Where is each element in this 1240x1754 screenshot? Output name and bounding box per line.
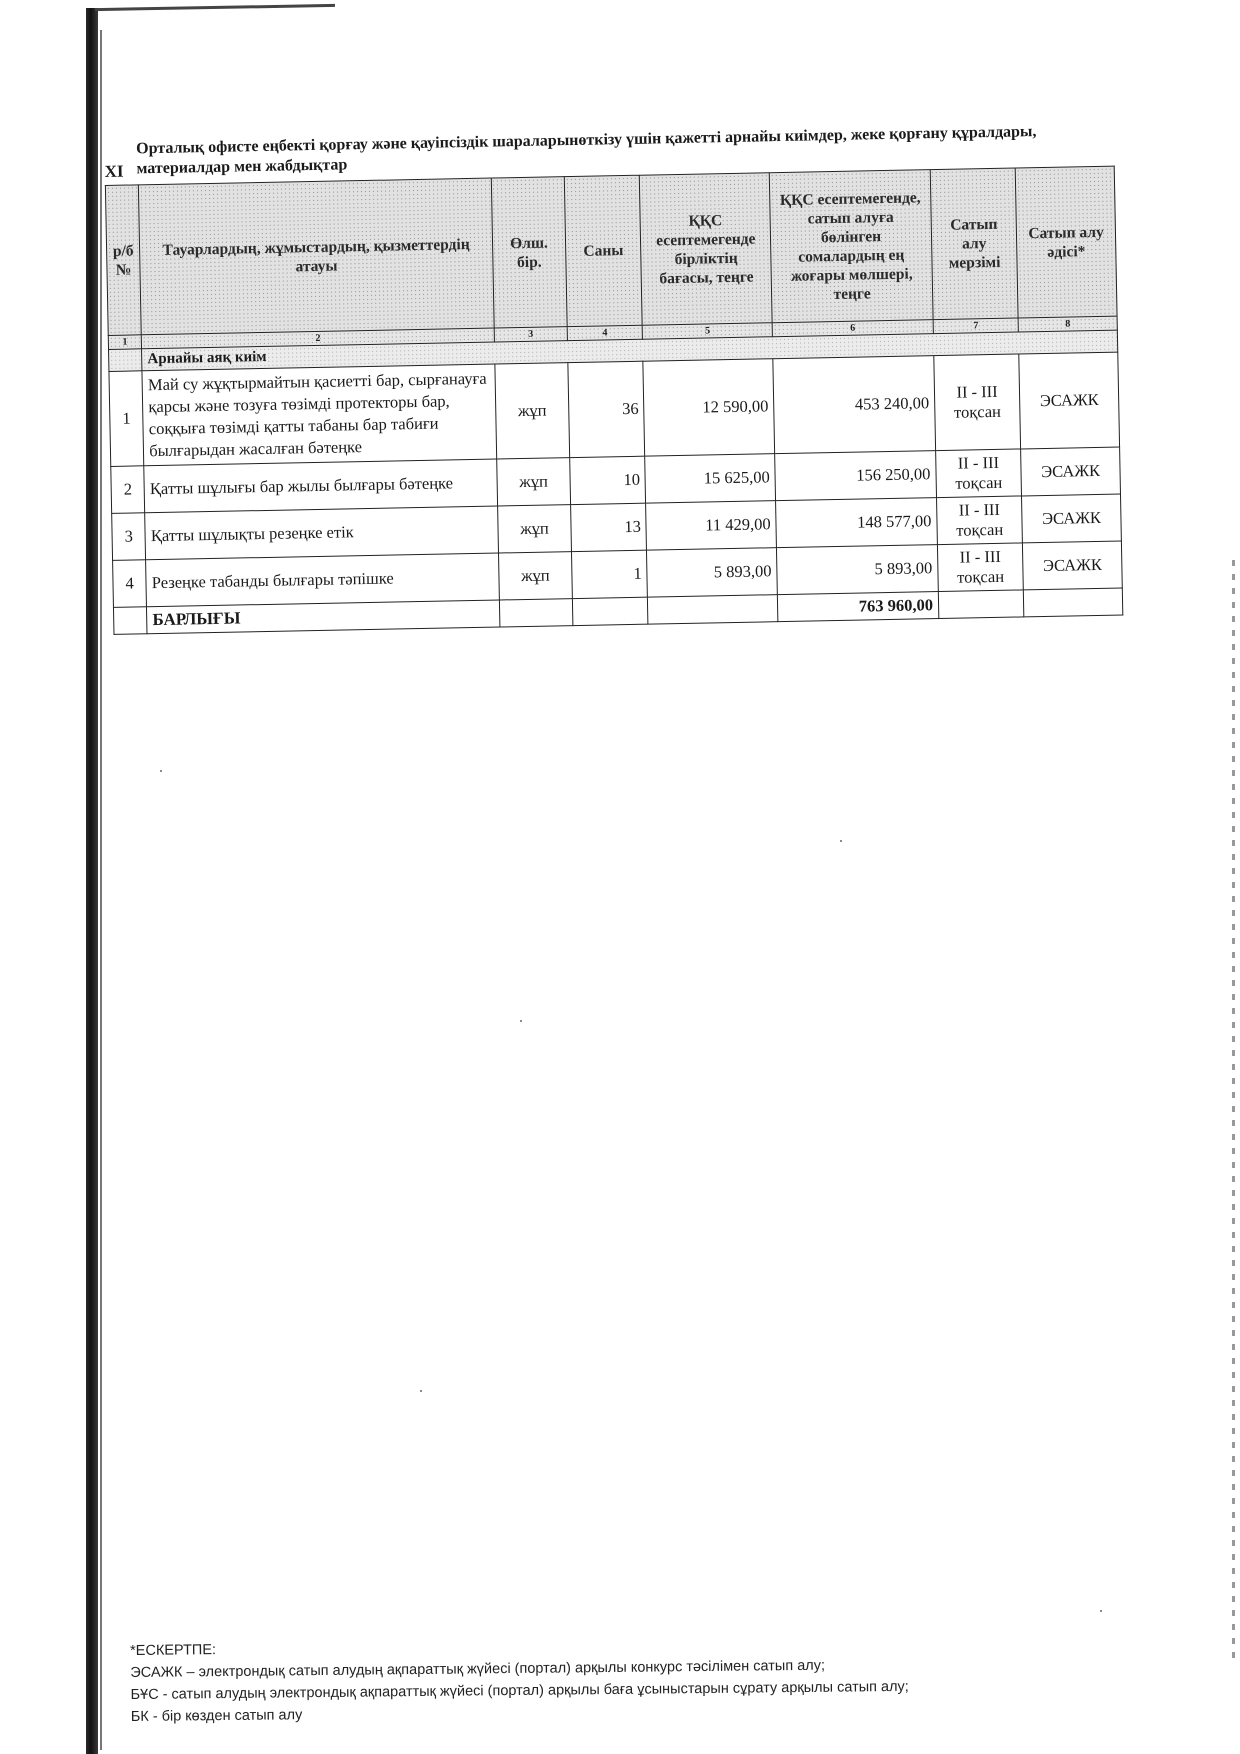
row-method: ЭСАЖК <box>1021 447 1121 496</box>
scan-speck <box>840 840 842 842</box>
row-price: 12 590,00 <box>643 359 775 456</box>
row-qty: 10 <box>570 456 646 504</box>
group-label: Арнайы аяқ киім <box>142 330 1118 371</box>
row-unit: жұп <box>498 552 572 600</box>
column-number: 7 <box>933 318 1019 334</box>
scan-speck <box>520 1020 522 1022</box>
header-unit: Өлш. бір. <box>491 177 567 328</box>
row-unit: жұп <box>497 505 571 553</box>
row-name: Қатты шұлығы бар жылы былғары бәтеңке <box>144 459 497 513</box>
row-term: II - III тоқсан <box>934 354 1021 451</box>
footnote-line: ЭСАЖК – электрондық сатып алудың ақпараттық жүйесі (портал) арқылы конкурс тәсілімен сатып алу; <box>130 1657 826 1681</box>
scan-right-edge <box>1232 560 1235 1660</box>
row-name: Резеңке табанды былғары тәпішке <box>146 553 499 607</box>
row-amount: 148 577,00 <box>776 498 938 548</box>
row-amount: 5 893,00 <box>777 545 939 595</box>
scan-left-edge-shadow <box>86 8 98 1754</box>
column-number: 4 <box>567 325 643 340</box>
column-number: 3 <box>494 327 567 342</box>
row-unit: жұп <box>495 363 570 459</box>
row-price: 11 429,00 <box>646 501 777 550</box>
row-num: 1 <box>109 371 144 467</box>
row-unit: жұп <box>497 458 571 506</box>
row-price: 15 625,00 <box>645 454 776 503</box>
row-price: 5 893,00 <box>647 548 778 597</box>
header-method: Сатып алу әдісі* <box>1015 166 1117 318</box>
procurement-table <box>105 166 1123 635</box>
column-number: 8 <box>1018 316 1117 332</box>
row-qty: 1 <box>572 550 648 598</box>
row-term: II - III тоқсан <box>936 496 1022 545</box>
total-label: БАРЛЫҒЫ <box>147 600 500 634</box>
scan-speck <box>160 770 162 772</box>
section-title: Орталық офисте еңбекті қорғау және қауіпсіздік шараларынөткізу үшін қажетті арнайы киімдер, жеке қорғану құралдары, материалдар мен жабдықтар <box>136 123 1037 178</box>
footnote-line: БҰС - сатып алудың электрондық ақпараттық жүйесі (портал) арқылы баға ұсыныстарын сұрату арқылы сатып алу; <box>130 1678 909 1703</box>
scan-speck <box>420 1390 422 1392</box>
table-header-row <box>105 166 1117 335</box>
scan-top-edge <box>95 4 335 11</box>
row-name: Қатты шұлықты резеңке етік <box>145 506 498 560</box>
row-term: II - III тоқсан <box>937 543 1023 592</box>
header-amount: ҚҚС есептемегенде, сатып алуға бөлінген сомалардың ең жоғары мөлшері, теңге <box>769 170 933 323</box>
column-number: 1 <box>108 335 142 350</box>
header-name: Тауарлардың, жұмыстардың, қызметтердің атауы <box>139 178 494 335</box>
header-price: ҚҚС есептемегенде бірліктің бағасы, теңге <box>640 173 773 325</box>
row-amount: 156 250,00 <box>775 451 937 501</box>
footnote <box>130 1629 1221 1728</box>
scan-left-edge-line <box>100 30 102 1750</box>
row-num: 2 <box>111 466 145 514</box>
footnote-title: *ЕСКЕРТПЕ: <box>130 1642 217 1659</box>
row-qty: 13 <box>571 503 647 551</box>
total-amount: 763 960,00 <box>777 592 938 622</box>
row-num: 3 <box>112 513 146 561</box>
scan-speck <box>1100 1610 1102 1612</box>
column-number: 6 <box>772 320 933 337</box>
header-qty: Саны <box>564 175 642 326</box>
header-term: Сатып алу мерзімі <box>930 168 1018 320</box>
row-term: II - III тоқсан <box>936 449 1022 498</box>
row-method: ЭСАЖК <box>1022 494 1122 543</box>
row-num: 4 <box>113 560 147 608</box>
row-method: ЭСАЖК <box>1023 541 1123 590</box>
header-num: р/б № <box>105 185 141 336</box>
row-name: Май су жұқтырмайтын қасиетті бар, сырғанауға қарсы және тозуға төзімді протекторы бар, соққыға төзімді қатты табаны бар табиғи былғарыдан жасалған бәтеңке <box>142 364 496 466</box>
row-method: ЭСАЖК <box>1019 352 1120 449</box>
column-number: 5 <box>643 323 773 339</box>
row-qty: 36 <box>568 361 645 457</box>
document-body <box>104 121 1123 635</box>
column-number: 2 <box>141 328 494 349</box>
row-amount: 453 240,00 <box>773 356 936 454</box>
section-number: XI <box>104 161 124 181</box>
footnote-line: БК - бір көзден сатып алу <box>130 1707 303 1725</box>
